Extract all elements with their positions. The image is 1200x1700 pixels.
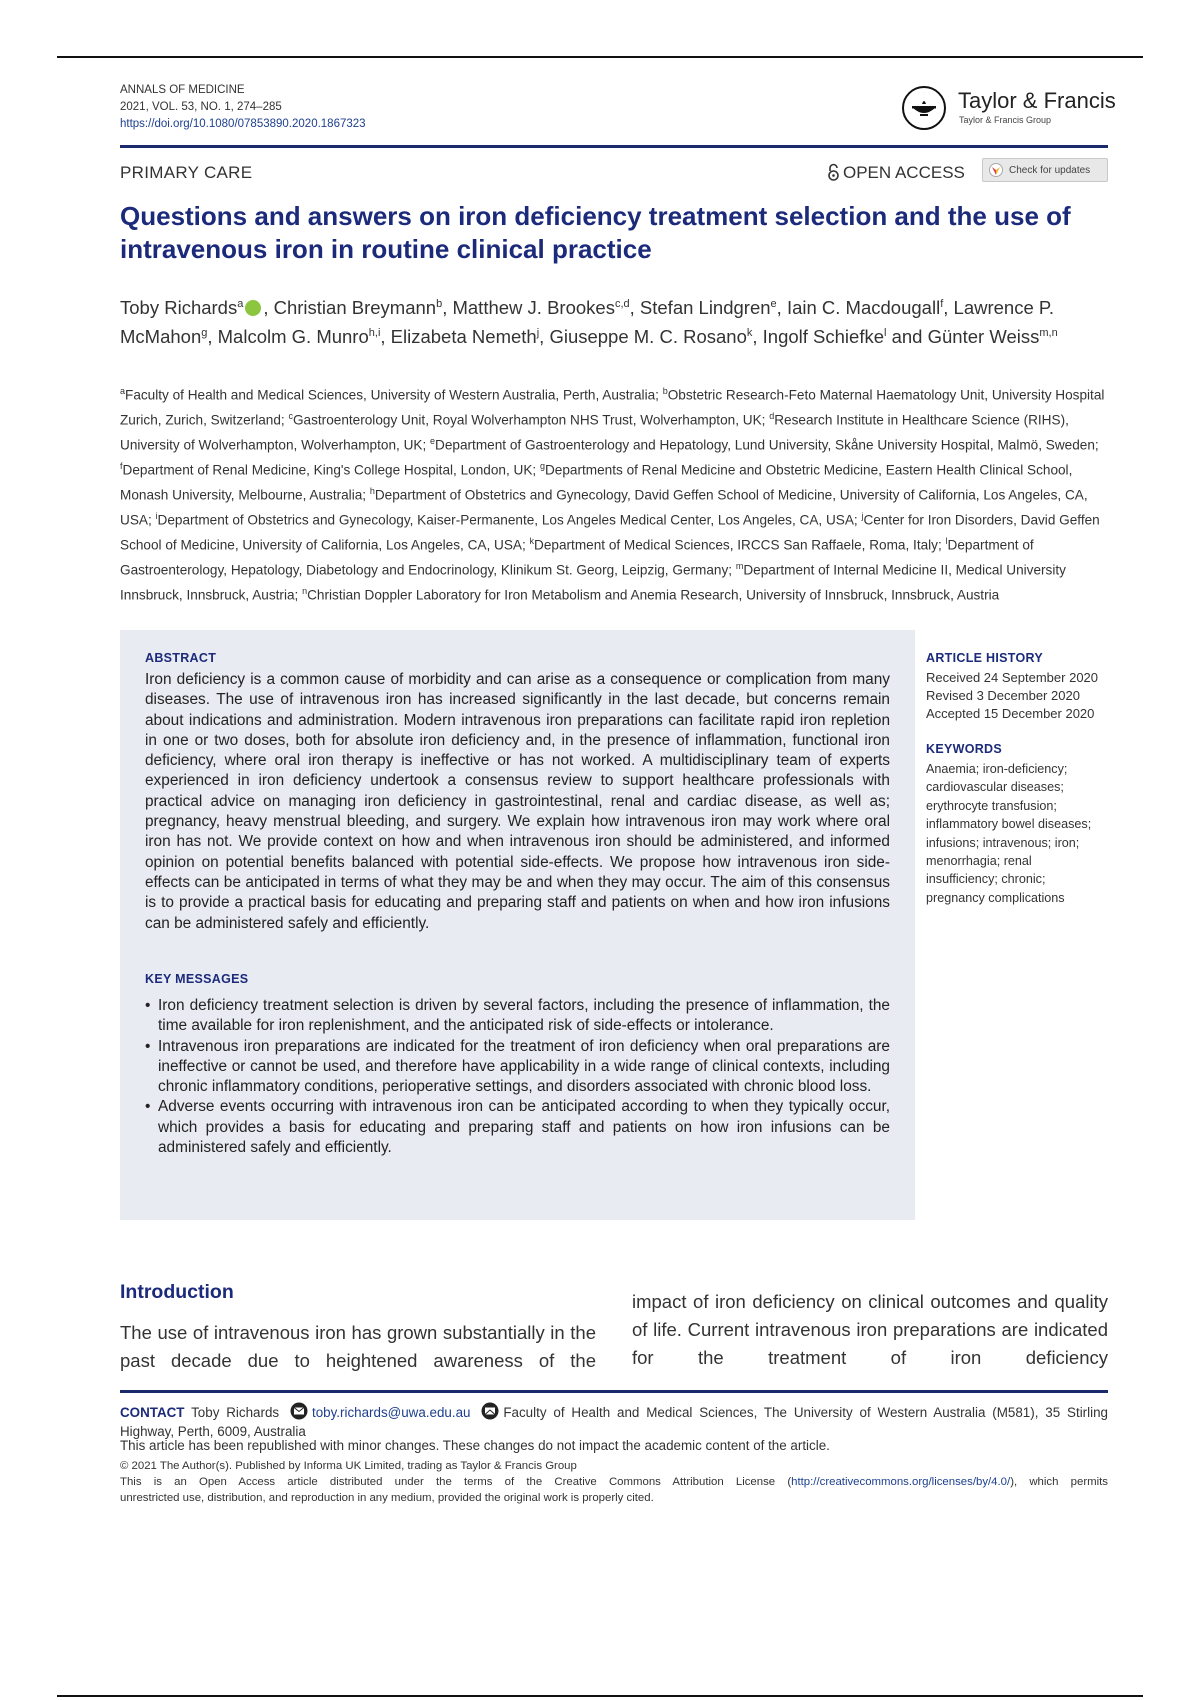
- abstract-text: Iron deficiency is a common cause of morbidity and can arise as a consequence or complication from many diseases. The use of intravenous iron has increased significantly in the last decade, but concerns remain about indications and administration. Modern intravenous iron preparations can facilitate rapid iron repletion in one or two doses, both for absolute iron deficiency and, in the presence of inflammation, functional iron deficiency, where oral iron therapy is ineffective or has not worked. A multidisciplinary team of experts experienced in iron deficiency undertook a consensus review to support healthcare professionals with practical advice on managing iron deficiency in gastrointestinal, renal and cardiac disease, as well as; pregnancy, heavy menstrual bleeding, and surgery. We explain how intravenous iron may work where oral iron has not. We provide context on how and when intravenous iron should be administered, and informed opinion on potential benefits balanced with potential side-effects. We propose how intravenous iron side-effects can be anticipated in terms of what they may be and when they may occur. The aim of this consensus is to provide a practical basis for educating and preparing staff and patients on when and how iron infusions can be administered safely and efficiently.: [145, 671, 890, 932]
- author-name[interactable]: Giuseppe M. C. Rosano: [549, 325, 747, 347]
- contact-rule: [120, 1390, 1108, 1393]
- author-separator: ,: [943, 297, 954, 319]
- author-separator: ,: [380, 325, 391, 347]
- journal-name: ANNALS OF MEDICINE: [120, 84, 245, 96]
- key-messages-heading: KEY MESSAGES: [145, 972, 249, 986]
- article-title: Questions and answers on iron deficiency treatment selection and the use of intravenous iron in routine clinical practice: [120, 201, 1071, 264]
- author-affiliation-mark: e: [770, 298, 777, 310]
- introduction-left-column: The use of intravenous iron has grown substantially in the past decade due to heightened awareness of the: [120, 1322, 596, 1371]
- affiliation-text: Department of Renal Medicine, King's College Hospital, London, UK;: [122, 462, 540, 478]
- author-affiliation-mark: k: [746, 326, 753, 339]
- accepted-date: Accepted 15 December 2020: [926, 706, 1095, 721]
- affiliation-mark: g: [539, 460, 545, 471]
- article-history-heading: ARTICLE HISTORY: [926, 651, 1044, 665]
- contact-address: Faculty of Health and Medical Sciences, The University of Western Australia (M581), 35 Stirling Highway, Perth, 6009, Australia: [120, 1405, 1108, 1439]
- author-separator: ,: [207, 325, 218, 347]
- author-list: [120, 292, 1110, 349]
- affiliation-text: Department of Gastroenterology and Hepatology, Lund University, Skåne University Hospital, Malmö, Sweden;: [435, 437, 1099, 453]
- license-line-1: [120, 1474, 1108, 1490]
- author-affiliation-mark: l: [884, 326, 887, 339]
- affiliation-mark: c: [288, 410, 293, 421]
- affiliation-mark: m: [735, 560, 744, 571]
- affiliations: [120, 381, 1110, 605]
- introduction-heading: Introduction: [120, 1281, 234, 1303]
- affiliation-mark: h: [369, 485, 375, 496]
- keywords-text: Anaemia; iron-deficiency; cardiovascular diseases; erythrocyte transfusion; inflammatory bowel diseases; infusions; intravenous; iron; menorrhagia; renal insufficiency; chronic; pregnancy complications: [926, 762, 1092, 905]
- key-message-item: • Iron deficiency treatment selection is driven by several factors, including the presence of inflammation, the time available for iron replenishment, and the anticipated risk of side-effects or intolerance.: [145, 996, 890, 1037]
- address-icon: [481, 1402, 499, 1420]
- author-separator: ,: [263, 297, 274, 319]
- article-history: [926, 669, 1098, 723]
- author-separator: ,: [752, 325, 763, 347]
- open-access-text: OPEN ACCESS: [843, 163, 965, 182]
- email-icon: [290, 1402, 308, 1420]
- affiliation-mark: f: [120, 460, 123, 471]
- affiliation-text: Department of Medical Sciences, IRCCS San Raffaele, Roma, Italy;: [534, 537, 946, 553]
- affiliation-text: Obstetric Research-Feto Maternal Haematology Unit, University Hospital Zurich, Zurich, Switzerland;: [120, 387, 1105, 428]
- contact-label: CONTACT: [120, 1405, 185, 1420]
- keywords-heading: KEYWORDS: [926, 742, 1003, 756]
- author-name[interactable]: Malcolm G. Munro: [217, 325, 369, 347]
- affiliation-text: Center for Iron Disorders, David Geffen School of Medicine, University of California, Los Angeles, CA, USA;: [120, 512, 1100, 553]
- key-messages-list: [145, 996, 890, 1158]
- section-label: PRIMARY CARE: [120, 163, 253, 182]
- doi-link[interactable]: https://doi.org/10.1080/07853890.2020.1867323: [120, 118, 366, 130]
- publisher-logo[interactable]: [902, 84, 1152, 136]
- affiliation-text: Research Institute in Healthcare Science (RIHS), University of Wolverhampton, Wolverhampton, UK;: [120, 412, 1069, 453]
- affiliation-mark: i: [155, 510, 158, 521]
- author-affiliation-mark: j: [536, 326, 540, 339]
- contact-name: Toby Richards: [191, 1405, 280, 1420]
- publisher-name: Taylor & Francis: [958, 88, 1116, 113]
- author-affiliation-mark: f: [940, 298, 944, 310]
- affiliation-mark: b: [662, 386, 668, 396]
- header-rule: [120, 145, 1108, 148]
- author-name[interactable]: Iain C. Macdougall: [786, 297, 941, 319]
- top-rule: [57, 56, 1143, 58]
- key-message-item: • Adverse events occurring with intravenous iron can be anticipated according to when they typically occur, which provides a basis for educating and preparing staff and patients on how iron infusions can be administered safely and efficiently.: [145, 1097, 890, 1158]
- author-name[interactable]: Christian Breymann: [273, 297, 437, 319]
- license-post: ), which permits: [1010, 1476, 1108, 1488]
- affiliation-mark: n: [302, 585, 308, 596]
- publisher-lamp-icon: [902, 86, 946, 130]
- revised-date: Revised 3 December 2020: [926, 688, 1080, 703]
- affiliation-text: Christian Doppler Laboratory for Iron Metabolism and Anemia Research, University of Innsbruck, Innsbruck, Austria: [307, 587, 1000, 603]
- journal-issue: 2021, VOL. 53, NO. 1, 274–285: [120, 101, 282, 113]
- author-name[interactable]: Matthew J. Brookes: [452, 297, 615, 319]
- author-affiliation-mark: h,i: [368, 326, 381, 339]
- author-separator: ,: [539, 325, 550, 347]
- author-affiliation-mark: g: [201, 326, 208, 339]
- license-url[interactable]: http://creativecommons.org/licenses/by/4.0/: [791, 1476, 1011, 1488]
- author-affiliation-mark: a: [237, 298, 244, 310]
- author-name[interactable]: Toby Richards: [120, 297, 238, 319]
- license-pre: This is an Open Access article distributed under the terms of the Creative Commons Attribution License (: [120, 1476, 792, 1488]
- affiliation-text: Gastroenterology Unit, Royal Wolverhampton NHS Trust, Wolverhampton, UK;: [292, 412, 770, 428]
- received-date: Received 24 September 2020: [926, 670, 1099, 685]
- license-line-2: unrestricted use, distribution, and reproduction in any medium, provided the original work is properly cited.: [120, 1492, 654, 1504]
- check-updates-label: Check for updates: [1009, 164, 1091, 176]
- open-access-label: [827, 163, 965, 183]
- copyright-line: © 2021 The Author(s). Published by Informa UK Limited, trading as Taylor & Francis Group: [120, 1460, 577, 1472]
- affiliation-text: Department of Obstetrics and Gynecology, Kaiser-Permanente, Los Angeles Medical Center, Los Angeles, CA, USA;: [157, 512, 862, 528]
- author-separator: ,: [629, 297, 640, 319]
- affiliation-text: Departments of Renal Medicine and Obstetric Medicine, Eastern Health Clinical School, Monash University, Melbourne, Australia;: [120, 462, 1073, 503]
- open-lock-icon: [827, 163, 840, 181]
- abstract-heading: ABSTRACT: [145, 651, 217, 665]
- orcid-icon[interactable]: [245, 300, 261, 316]
- affiliation-text: Faculty of Health and Medical Sciences, University of Western Australia, Perth, Australia;: [125, 387, 663, 403]
- author-affiliation-mark: m,n: [1039, 326, 1058, 339]
- author-name[interactable]: Elizabeta Nemeth: [390, 325, 537, 347]
- author-separator: and: [886, 325, 928, 347]
- author-name[interactable]: Stefan Lindgren: [639, 297, 771, 319]
- publisher-group: Taylor & Francis Group: [959, 115, 1052, 125]
- affiliation-mark: a: [120, 386, 126, 396]
- introduction-right-column: impact of iron deficiency on clinical outcomes and quality of life. Current intravenous iron preparations are indicated for the treatment of iron deficiency: [632, 1291, 1108, 1368]
- author-name[interactable]: Ingolf Schiefke: [762, 325, 885, 347]
- affiliation-text: Department of Obstetrics and Gynecology, David Geffen School of Medicine, University of California, Los Angeles, CA, USA;: [120, 487, 1088, 528]
- author-name[interactable]: Lawrence P. McMahon: [120, 297, 1054, 347]
- key-message-item: • Intravenous iron preparations are indicated for the treatment of iron deficiency when oral preparations are ineffective or cannot be used, and therefore have applicability in a wide range of clinical contexts, including chronic inflammatory conditions, perioperative settings, and disorders associated with chronic blood loss.: [145, 1037, 890, 1098]
- journal-info: [120, 82, 366, 133]
- affiliation-text: Department of Internal Medicine II, Medical University Innsbruck, Innsbruck, Austria;: [120, 562, 1066, 603]
- affiliation-mark: j: [861, 510, 864, 521]
- bottom-rule: [57, 1695, 1143, 1697]
- contact-email[interactable]: toby.richards@uwa.edu.au: [311, 1405, 471, 1420]
- author-separator: ,: [442, 297, 453, 319]
- affiliation-mark: d: [769, 410, 775, 421]
- author-separator: ,: [776, 297, 787, 319]
- affiliation-mark: k: [529, 535, 535, 546]
- republished-note: This article has been republished with minor changes. These changes do not impact the academic content of the article.: [120, 1438, 830, 1453]
- affiliation-mark: l: [945, 535, 948, 546]
- check-for-updates-button[interactable]: [982, 158, 1108, 182]
- affiliation-text: Department of Gastroenterology, Hepatology, Diabetology and Endocrinology, Klinikum St. Georg, Leipzig, Germany;: [120, 537, 1034, 578]
- crossmark-icon: [989, 163, 1003, 177]
- author-name[interactable]: Günter Weiss: [927, 325, 1040, 347]
- contact-line: [120, 1402, 1108, 1441]
- author-affiliation-mark: c,d: [614, 298, 630, 310]
- affiliation-mark: e: [430, 435, 436, 446]
- author-affiliation-mark: b: [436, 298, 443, 310]
